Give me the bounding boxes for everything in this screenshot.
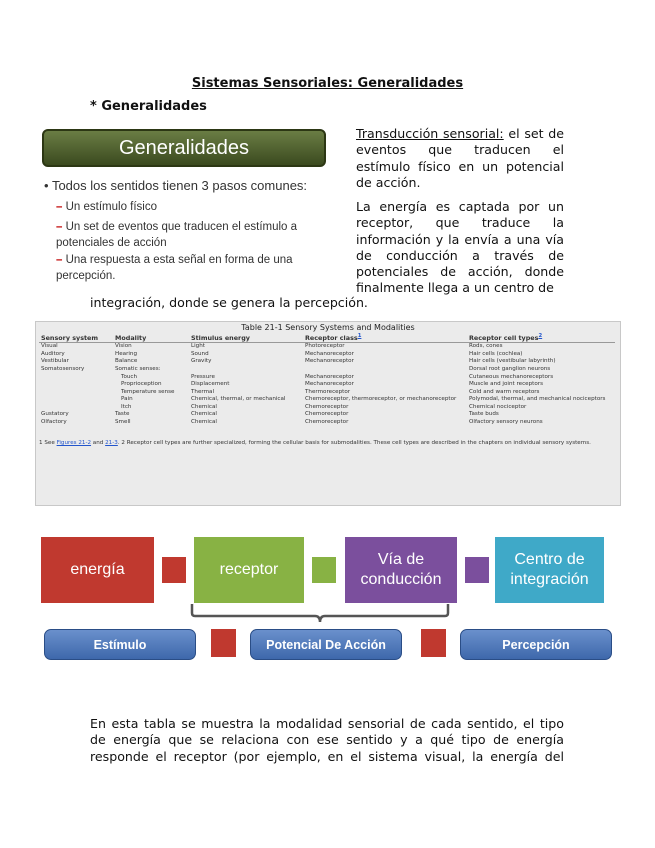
transduccion-definition: el set de eventos que traducen el estímulo físico en un potencial de acción.: [356, 126, 564, 190]
table-row: [39, 381, 615, 389]
table-cell: Chemical, thermal, or mechanical: [191, 396, 286, 403]
table-cell: [39, 381, 113, 389]
table-row: [39, 411, 615, 419]
connector-square: [421, 629, 446, 657]
table-cell: Chemical: [191, 411, 217, 418]
bottom-line: En esta tabla se muestra la modalidad sensorial de cada sentido, el tipo: [90, 716, 564, 731]
table-cell: Mechanoreceptor: [305, 373, 354, 380]
table-cell: Pain: [121, 396, 133, 403]
slide-item-text: Una respuesta a esta señal en forma de una percepción.: [56, 254, 293, 282]
slide-dash: –: [56, 201, 63, 213]
table-cell: Gustatory: [41, 411, 69, 418]
table-cell: Balance: [115, 358, 138, 365]
table-cell: [189, 366, 303, 374]
step-via-conduccion: Vía de conducción: [345, 537, 457, 603]
table-cell: Proprioception: [121, 381, 162, 388]
label-potencial-accion: Potencial De Acción: [250, 629, 402, 660]
table-body: [39, 343, 615, 427]
table-cell: Somatic senses:: [115, 365, 161, 372]
table-row: [39, 419, 615, 427]
table-header-ref[interactable]: 2: [538, 333, 543, 339]
table-cell: Visual: [41, 343, 58, 350]
table-caption: Table 21-1 Sensory Systems and Modalities: [241, 323, 415, 332]
table-header-text: Modality: [115, 333, 147, 342]
table-cell: Auditory: [41, 350, 65, 357]
table-header-cell: [303, 333, 467, 343]
table-row: [39, 358, 615, 366]
table-cell: Polymodal, thermal, and mechanical nociceptors: [469, 396, 606, 403]
section-heading: * Generalidades: [90, 99, 207, 114]
sensory-table: [39, 333, 615, 427]
table-cell: Photoreceptor: [305, 343, 345, 350]
table-cell: Vision: [115, 343, 132, 350]
footnote-link[interactable]: 21-3: [105, 440, 118, 446]
table-cell: Smell: [115, 419, 131, 426]
table-row: [39, 351, 615, 359]
table-row: [39, 389, 615, 397]
table-header-text: Receptor cell types: [469, 334, 539, 343]
table-cell: Gravity: [191, 358, 212, 365]
energia-paragraph: La energía es captada por un receptor, que traduce la información y la envía a una vía de conducción a través de potenciales de acción, donde finalmente llega a un centro de: [356, 199, 564, 296]
table-cell: Cutaneous mechanoreceptors: [469, 373, 554, 380]
footnote-link[interactable]: Figures 21-2: [56, 440, 92, 446]
slide-dash: –: [56, 221, 63, 233]
table-row: [39, 374, 615, 382]
table-header-text: Sensory system: [41, 333, 99, 342]
document-title: Sistemas Sensoriales: Generalidades: [191, 76, 464, 91]
connector-square: [312, 557, 336, 583]
footnote-text: . 2 Receptor cell types are further specialized, forming the cellular basis for submodalities. These cell types are described in the chapters on individual sensory systems.: [117, 440, 591, 446]
table-cell: Mechanoreceptor: [305, 358, 354, 365]
step-centro-integracion: Centro de integración: [495, 537, 604, 603]
table-cell: Chemoreceptor: [305, 419, 349, 426]
table-cell: Sound: [191, 350, 209, 357]
table-cell: Thermoreceptor: [305, 388, 351, 395]
table-header-cell: [189, 333, 303, 343]
table-cell: Olfactory: [41, 419, 67, 426]
slide-item-text: Un set de eventos que traducen el estímulo a potenciales de acción: [56, 221, 298, 249]
table-cell: Chemical nociceptor: [469, 403, 527, 410]
table-cell: Mechanoreceptor: [305, 350, 354, 357]
table-cell: Light: [191, 343, 205, 350]
table-cell: Itch: [121, 403, 132, 410]
table-cell: Taste: [115, 411, 130, 418]
table-cell: Cold and warm receptors: [469, 388, 540, 395]
table-cell: Chemical: [191, 403, 217, 410]
table-cell: [39, 389, 113, 397]
table-header-text: Stimulus energy: [191, 333, 250, 342]
table-cell: Chemoreceptor: [305, 403, 349, 410]
table-cell: Vestibular: [41, 358, 69, 365]
table-row: [39, 396, 615, 404]
table-footnote: [39, 440, 591, 446]
transduccion-term: Transducción sensorial:: [356, 126, 504, 141]
energia-paragraph-continued: integración, donde se genera la percepción.: [90, 295, 368, 310]
slide-dash: –: [56, 254, 63, 266]
table-row: [39, 366, 615, 374]
slide-item-text: Un estímulo físico: [65, 201, 158, 213]
sensory-table-image: [35, 321, 621, 506]
table-cell: Muscle and joint receptors: [469, 381, 543, 388]
table-cell: [39, 404, 113, 412]
connector-square: [162, 557, 186, 583]
table-cell: Mechanoreceptor: [305, 381, 354, 388]
connector-square: [211, 629, 236, 657]
table-cell: [303, 366, 467, 374]
table-cell: Chemical: [191, 419, 217, 426]
transduccion-paragraph: [356, 126, 564, 191]
process-diagram: [0, 530, 655, 670]
table-cell: Displacement: [191, 381, 230, 388]
table-cell: Temperature sense: [121, 388, 175, 395]
bottom-line: de energía que se relaciona con ese sentido y a qué tipo de energía: [90, 732, 564, 748]
footnote-text: and: [91, 440, 106, 446]
bottom-line: responde el receptor (por ejemplo, en el sistema visual, la energía del: [90, 748, 564, 764]
table-header-text: Receptor class: [305, 334, 358, 343]
table-header-row: [39, 333, 615, 343]
table-cell: Hair cells (vestibular labyrinth): [469, 358, 556, 365]
table-header-cell: [39, 333, 113, 343]
table-cell: Pressure: [191, 373, 215, 380]
table-cell: Taste buds: [469, 411, 499, 418]
table-cell: [39, 374, 113, 382]
table-cell: Hair cells (cochlea): [469, 350, 523, 357]
table-header-cell: [467, 333, 615, 343]
slide-bullet-text: Todos los sentidos tienen 3 pasos comunes:: [51, 178, 308, 193]
table-cell: Thermal: [191, 388, 215, 395]
table-header-ref[interactable]: 1: [357, 333, 362, 339]
bottom-paragraph: [90, 716, 564, 765]
table-cell: [39, 396, 113, 404]
table-row: [39, 343, 615, 351]
slide-banner: Generalidades: [42, 129, 326, 167]
bracket-icon: [180, 602, 460, 624]
table-cell: Dorsal root ganglion neurons: [469, 365, 551, 372]
footnote-text: 1 See: [39, 440, 57, 446]
slide-item: [56, 219, 328, 251]
step-receptor: receptor: [194, 537, 304, 603]
table-cell: Touch: [121, 373, 138, 380]
table-cell: Somatosensory: [41, 365, 85, 372]
connector-square: [465, 557, 489, 583]
step-energia: energía: [41, 537, 154, 603]
table-cell: Olfactory sensory neurons: [469, 419, 543, 426]
table-cell: Rods, cones: [469, 343, 503, 350]
table-row: [39, 404, 615, 412]
slide-item: [56, 201, 157, 213]
slide-bullet: • Todos los sentidos tienen 3 pasos comunes:: [44, 178, 308, 193]
table-header-cell: [113, 333, 189, 343]
table-cell: Chemoreceptor: [305, 411, 349, 418]
slide-image: [36, 126, 336, 290]
slide-item: [56, 252, 328, 284]
table-cell: Chemoreceptor, thermoreceptor, or mechanoreceptor: [305, 396, 457, 403]
label-percepcion: Percepción: [460, 629, 612, 660]
table-cell: Hearing: [115, 350, 138, 357]
label-estimulo: Estímulo: [44, 629, 196, 660]
